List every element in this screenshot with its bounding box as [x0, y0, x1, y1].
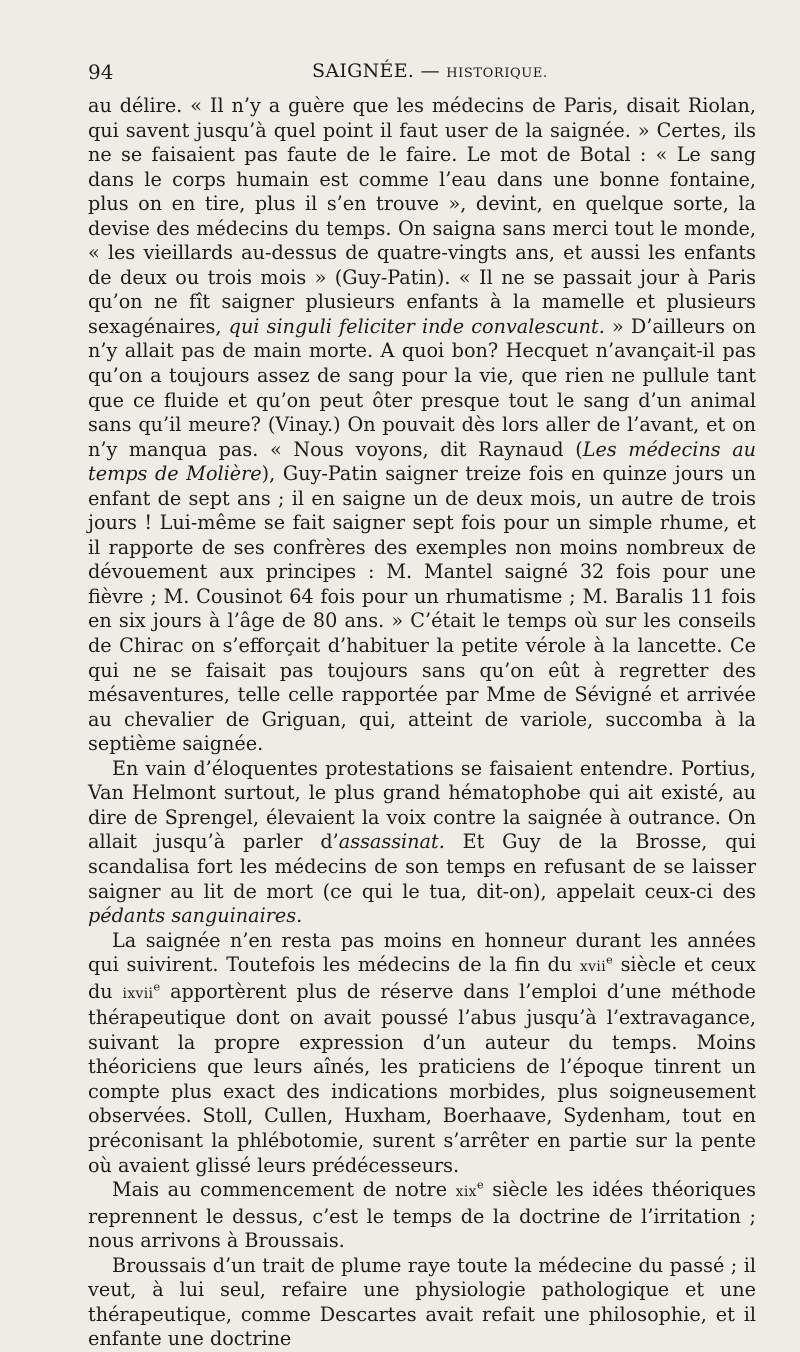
paragraph: [88, 1178, 756, 1254]
text-segment: au délire. « Il n’y a guère que les médecins de Paris, disait Riolan, qui savent jusqu’à quel point il faut user de la saignée. » Certes, ils ne se faisaient pas faute de le faire. Le mot de Botal : « Le sang dans le corps humain est comme l’eau dans une bonne fontaine, plus on en tire, plus il s’en trouve », devint, en quelque sorte, la devise des médecins du temps. On saigna sans merci tout le monde, « les vieillards au-dessus de quatre-vingts ans, et aussi les enfants de deux ou trois mois » (Guy-Patin). « Il ne se passait jour à Paris qu’on ne fît saigner plusieurs enfants à la mamelle et plusieurs sexagénaires,: [88, 94, 756, 338]
body-text: [88, 94, 756, 1352]
text-segment: Et Guy de la Brosse, qui scandalisa fort les médecins de son temps en refusant de se laisser saigner au lit de mort (ce qui le tua, dit-on), appelait ceux-ci des: [88, 830, 756, 903]
running-header: [88, 56, 756, 84]
paragraph: [88, 94, 756, 757]
paragraph: [88, 929, 756, 1178]
small-caps-text: xvii: [579, 959, 607, 976]
small-caps-text: ixvii: [122, 985, 154, 1002]
paragraph: [88, 757, 756, 929]
text-segment: La saignée n’en resta pas moins en honneur durant les années qui suivirent. Toutefois les médecins de la fin du: [88, 928, 756, 977]
small-caps-text: xix: [455, 1184, 477, 1201]
running-title-main: SAIGNÉE.: [312, 60, 415, 82]
superscript: e: [606, 952, 613, 967]
italic-text: pédants sanguinaires.: [88, 904, 303, 928]
running-title-separator: —: [414, 60, 447, 82]
running-title: [312, 60, 548, 82]
text-segment: apportèrent plus de réserve dans l’emploi d’une méthode thérapeutique dont on avait poussé l’abus jusqu’à l’extravagance, suivant la propre expression d’un auteur du temps. Moins théoriciens que leurs aînés, les praticiens de l’époque tinrent un compte plus exact des indications morbides, plus soigneusement observées. Stoll, Cullen, Huxham, Boerhaave, Sydenham, tout en préconisant la phlébotomie, surent s’arrêter en partie sur la pente où avaient glissé leurs prédécesseurs.: [88, 979, 756, 1177]
text-segment: En vain d’éloquentes protestations se faisaient entendre. Portius, Van Helmont surtout, le plus grand hématophobe qui ait existé, au dire de Sprengel, élevaient la voix contre la saignée à outrance. On allait jusqu’à parler d’: [88, 756, 756, 854]
page-number: 94: [88, 60, 114, 84]
text-segment: Broussais d’un trait de plume raye toute la médecine du passé ; il veut, à lui seul, refaire une physiologie pathologique et une thérapeutique, comme Descartes avait refait une philosophie, et il enfante une doctrine: [88, 1253, 756, 1351]
text-segment: ), Guy-Patin saigner treize fois en quinze jours un enfant de sept ans ; il en saigne un de deux mois, un autre de trois jours ! Lui-même se fait saigner sept fois pour un simple rhume, et il rapporte de ses confrères des exemples non moins nombreux de dévouement aux principes : M. Mantel saigné 32 fois pour une fièvre ; M. Cousinot 64 fois pour un rhumatisme ; M. Baralis 11 fois en six jours à l’âge de 80 ans. » C’était le temps où sur les conseils de Chirac on s’efforçait d’habituer la petite vérole à la lancette. Ce qui ne se faisait pas toujours sans qu’on eût à regretter des mésaventures, telle celle rapportée par Mme de Sévigné et arrivée au chevalier de Griguan, qui, atteint de variole, succomba à la septième saignée.: [88, 462, 756, 756]
italic-text: qui singuli feliciter inde convalescunt.: [228, 314, 605, 338]
italic-text: assassinat.: [338, 830, 445, 854]
superscript: e: [476, 1177, 484, 1192]
text-segment: siècle les idées théoriques reprennent le dessus, c’est le temps de la doctrine de l’irritation ; nous arrivons à Broussais.: [88, 1178, 757, 1253]
text-segment: Mais au commencement de notre: [112, 1178, 456, 1202]
italic-text: Les médecins au temps de Molière: [88, 437, 757, 486]
text-segment: siècle et ceux du: [88, 953, 756, 1003]
superscript: e: [153, 979, 161, 994]
paragraph: [88, 1254, 756, 1352]
running-title-section: HISTORIQUE.: [446, 66, 548, 81]
text-segment: » D’ailleurs on n’y allait pas de main morte. A quoi bon? Hecquet n’avançait-il pas qu’on a toujours assez de sang pour la vie, que rien ne pullule tant que ce fluide et qu’on peut ôter presque tout le sang d’un animal sans qu’il meure? (Vinay.) On pouvait dès lors aller de l’avant, et on n’y manqua pas. « Nous voyons, dit Raynaud (: [88, 314, 757, 461]
